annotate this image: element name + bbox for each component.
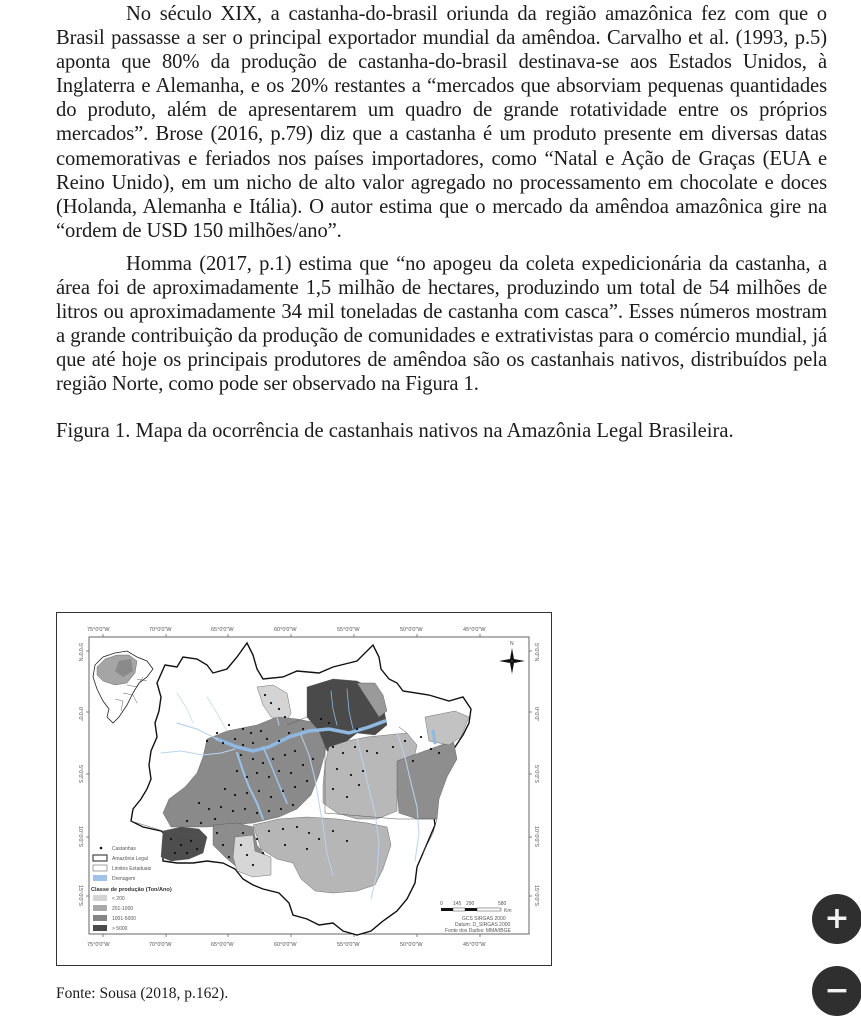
svg-text:60°0'0"W: 60°0'0"W	[274, 627, 297, 633]
svg-text:145: 145	[453, 901, 462, 907]
plus-icon: +	[824, 901, 850, 936]
svg-text:Classe de produção (Ton/Ano): Classe de produção (Ton/Ano)	[91, 887, 172, 893]
svg-text:1001-5000: 1001-5000	[112, 916, 136, 922]
svg-text:45°0'0"W: 45°0'0"W	[463, 627, 486, 633]
svg-text:75°0'0"W: 75°0'0"W	[87, 627, 110, 633]
figure-source: Fonte: Sousa (2018, p.162).	[56, 985, 229, 1002]
figure-caption: Figura 1. Mapa da ocorrência de castanhais nativos na Amazônia Legal Brasileira.	[56, 419, 734, 442]
svg-text:10°0'0"S: 10°0'0"S	[533, 826, 539, 848]
svg-text:0°0'0": 0°0'0"	[533, 707, 539, 722]
svg-text:60°0'0"W: 60°0'0"W	[274, 942, 297, 948]
svg-text:290: 290	[466, 901, 475, 907]
figure-map	[56, 612, 552, 966]
svg-text:> 5000: > 5000	[112, 926, 128, 932]
svg-text:Fonte dos Dados: MMA/IBGE: Fonte dos Dados: MMA/IBGE	[445, 928, 511, 934]
paragraph-2: Homma (2017, p.1) estima que “no apogeu da coleta expedicionária da castanha, a área foi de aproximadamente 1,5 milhão de hectares, produzindo um total de 54 milhões de litros ou aproximadamente 34 mil toneladas de castanha com casca”. Esses números mostram a grande contribuição da produção de comunidades e extrativistas para o comércio mundial, já que até hoje os principais produtores de amêndoa são os castanhais nativos, distribuídos pela região Norte, como pode ser observado na Figura 1.	[56, 252, 827, 396]
svg-text:GCS SIRGAS 2000: GCS SIRGAS 2000	[462, 916, 506, 922]
svg-text:55°0'0"W: 55°0'0"W	[337, 627, 360, 633]
svg-text:Datum: D_SIRGAS 2000: Datum: D_SIRGAS 2000	[455, 922, 511, 928]
svg-text:Castanhas: Castanhas	[112, 846, 136, 852]
paragraph-1: No século XIX, a castanha-do-brasil oriunda da região amazônica fez com que o Brasil passasse a ser o principal exportador mundial da amêndoa. Carvalho et al. (1993, p.5) aponta que 80% da produção de castanha-do-brasil destinava-se aos Estados Unidos, à Inglaterra e Alemanha, e os 20% restantes a “mercados que absorviam pequenas quantidades do produto, além de apresentarem um quadro de grande rotatividade entre os próprios mercados”. Brose (2016, p.79) diz que a castanha é um produto presente em diversas datas comemorativas e feriados nos países importadores, como “Natal e Ação de Graças (EUA e Reino Unido), em um nicho de alto valor agregado no processamento em chocolate e doces (Holanda, Alemanha e Itália). O autor estima que o mercado da amêndoa amazônica gire na “ordem de USD 150 milhões/ano”.	[56, 3, 827, 242]
svg-text:10°0'0"S: 10°0'0"S	[77, 826, 83, 848]
svg-text:Drenagem: Drenagem	[112, 876, 136, 882]
svg-text:15°0'0"S: 15°0'0"S	[77, 885, 83, 907]
svg-text:5°0'0"S: 5°0'0"S	[77, 765, 83, 784]
svg-text:45°0'0"W: 45°0'0"W	[463, 942, 486, 948]
zoom-out-button[interactable]	[812, 966, 861, 1016]
latitude-labels-left	[77, 643, 83, 906]
latitude-labels-right	[533, 643, 539, 906]
svg-text:0: 0	[440, 901, 443, 907]
zoom-in-button[interactable]	[812, 894, 861, 944]
svg-text:580: 580	[498, 901, 507, 907]
svg-text:Km: Km	[504, 908, 512, 914]
svg-text:55°0'0"W: 55°0'0"W	[337, 942, 360, 948]
svg-text:70°0'0"W: 70°0'0"W	[149, 627, 172, 633]
svg-text:50°0'0"W: 50°0'0"W	[400, 627, 423, 633]
amazonia-legal-map	[57, 613, 553, 967]
svg-text:201-1000: 201-1000	[112, 906, 134, 912]
svg-text:50°0'0"W: 50°0'0"W	[400, 942, 423, 948]
svg-text:65°0'0"W: 65°0'0"W	[211, 942, 234, 948]
svg-text:70°0'0"W: 70°0'0"W	[149, 942, 172, 948]
document-page	[56, 0, 827, 443]
svg-text:5°0'0"N: 5°0'0"N	[533, 643, 539, 662]
longitude-labels-bottom	[87, 942, 486, 948]
svg-text:N: N	[510, 641, 514, 647]
svg-text:75°0'0"W: 75°0'0"W	[87, 942, 110, 948]
svg-text:5°0'0"N: 5°0'0"N	[77, 643, 83, 662]
svg-text:Amazônia Legal: Amazônia Legal	[112, 856, 148, 862]
svg-text:65°0'0"W: 65°0'0"W	[211, 627, 234, 633]
svg-text:0°0'0": 0°0'0"	[77, 707, 83, 722]
minus-icon: −	[824, 973, 850, 1008]
longitude-labels-top	[87, 627, 486, 633]
svg-text:< 200: < 200	[112, 896, 125, 902]
svg-text:15°0'0"S: 15°0'0"S	[533, 885, 539, 907]
svg-text:Limites Estaduais: Limites Estaduais	[112, 866, 152, 872]
svg-text:5°0'0"S: 5°0'0"S	[533, 765, 539, 784]
